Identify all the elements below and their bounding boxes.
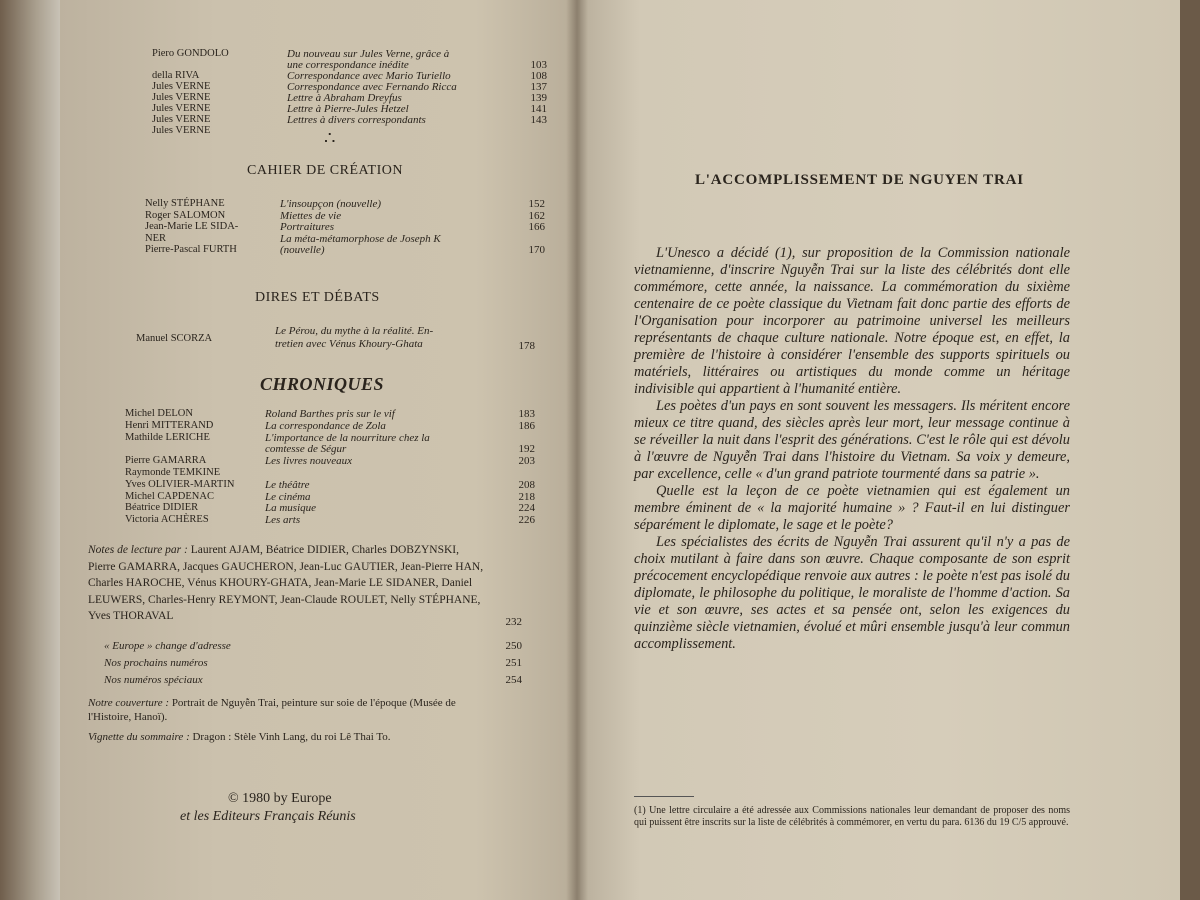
toc-title: Miettes de vie xyxy=(280,209,342,222)
essay-paragraph: Quelle est la leçon de ce poète vietnamien qui est également un membre éminent de « la majorité humaine » ? Faut-il en lui distinguer séparément le diplomate, le sage et le poète? xyxy=(634,483,1070,533)
toc-title: Lettres à divers correspondants xyxy=(287,114,426,126)
toc-title: Roland Barthes pris sur le vif xyxy=(265,408,395,420)
toc-page-number: 170 xyxy=(528,244,545,256)
toc-title: Correspondance avec Fernando Ricca xyxy=(287,81,457,93)
toc-author: Victoria ACHÈRES xyxy=(125,514,209,526)
toc-author: Roger SALOMON xyxy=(145,209,226,221)
toc-title: comtesse de Ségur xyxy=(265,443,347,456)
toc-author: Raymonde TEMKINE xyxy=(125,467,221,478)
toc-title: Portraitures xyxy=(280,221,334,233)
essay-body xyxy=(634,245,1070,653)
toc-author: Jean-Marie LE SIDA- xyxy=(145,221,239,232)
toc-author: della RIVA xyxy=(152,70,200,81)
toc-author: Michel DELON xyxy=(125,408,193,419)
notes-text: Laurent AJAM, Béatrice DIDIER, Charles DOBZYNSKI, Pierre GAMARRA, Jacques GAUCHERON, Jean-Luc GAUTIER, Jean-Pierre HAN, Charles HAROCHE, Vénus KHOURY-GHATA, Jean-Marie LE SIDANER, Daniel LEUWERS, Charles-Henry REYMONT, Jean-Claude ROULET, Nelly STÉPHANE, Yves THORAVAL xyxy=(88,544,484,622)
toc-page-number: 186 xyxy=(518,419,535,432)
toc-page-number: 103 xyxy=(530,59,547,71)
copyright-line1: © 1980 by Europe xyxy=(228,791,332,806)
vignette-note xyxy=(88,730,488,744)
cover-label: Notre couverture : xyxy=(88,697,170,709)
debats-author: Manuel SCORZA xyxy=(136,333,213,344)
misc-page: 250 xyxy=(505,640,522,652)
debats-page: 178 xyxy=(518,340,535,352)
toc-author: Piero GONDOLO xyxy=(152,48,229,59)
toc-title: Correspondance avec Mario Turiello xyxy=(287,70,451,82)
essay-paragraph: Les spécialistes des écrits de Nguyễn Trai assurent qu'il n'y a pas de choix mutilant à faire dans son œuvre. Chaque composante de son esprit précocement encyclopédique renvoie aux autres : le poète n'est pas isolé du diplomate, le philosophe du politique, le moraliste de l'homme d'action. Sa vie et son œuvre, ses actes et sa pensée ont, selon les exigences du quinzième siècle vietnamien, évolué et mûri ensemble jusqu'à leur commun accomplissement. xyxy=(634,534,1070,652)
toc-page-number: 108 xyxy=(530,70,547,82)
misc-page: 251 xyxy=(505,657,522,669)
notes-label: Notes de lecture par : xyxy=(88,544,188,556)
essay-paragraph: L'Unesco a décidé (1), sur proposition de la Commission nationale vietnamienne, d'inscrire Nguyễn Trai sur la liste des célébrités dont elle commémore, cette année, la naissance. La commémoration du sixième centenaire de ce poète classique du Vietnam fait donc partie des efforts de l'Organisation pour incorporer au patrimoine universel les meilleurs représentants de chaque culture nationale. Notre époque est, en effet, la première de l'histoire à considérer l'ensemble des supports spirituels ou matériels, littéraires ou artistiques du monde comme un héritage indivisible qui appartient à l'humanité entière. xyxy=(634,245,1070,397)
essay-title: L'ACCOMPLISSEMENT DE NGUYEN TRAI xyxy=(695,172,1024,188)
toc-title: L'insoupçon (nouvelle) xyxy=(280,198,382,210)
toc-page-number: 162 xyxy=(528,209,545,222)
chroniques-heading: CHRONIQUES xyxy=(260,374,385,394)
toc-title: Lettre à Pierre-Jules Hetzel xyxy=(287,103,409,115)
toc-page-number: 141 xyxy=(530,103,547,115)
toc-title: Les livres nouveaux xyxy=(265,455,352,468)
vignette-text: Dragon : Stèle Vinh Lang, du roi Lê Thai To. xyxy=(192,731,391,743)
toc-author: Pierre-Pascal FURTH xyxy=(145,244,237,255)
toc-title: Lettre à Abraham Dreyfus xyxy=(287,92,402,104)
table-surface-right xyxy=(1180,0,1200,900)
toc-author: Jules VERNE xyxy=(152,125,211,136)
toc-page-number: 183 xyxy=(518,408,535,420)
toc-page-number: 152 xyxy=(528,198,545,210)
toc-page-number: 226 xyxy=(518,514,535,527)
toc-page-number: 137 xyxy=(530,81,547,93)
toc-page-number: 208 xyxy=(518,478,535,491)
vignette-label: Vignette du sommaire : xyxy=(88,731,190,743)
debats-title-line1: Le Pérou, du mythe à la réalité. En- xyxy=(275,325,434,337)
toc-title: Le cinéma xyxy=(265,490,311,503)
toc-title: (nouvelle) xyxy=(280,244,325,256)
toc-author: Michel CAPDENAC xyxy=(125,490,214,502)
toc-page-number: 139 xyxy=(530,92,547,104)
debats-title-line2: tretien avec Vénus Khoury-Ghata xyxy=(275,338,423,350)
toc-page-number: 224 xyxy=(518,502,535,515)
toc-author: Jules VERNE xyxy=(152,92,211,103)
cover-note xyxy=(88,696,488,724)
essay-footnote: (1) Une lettre circulaire a été adressée aux Commissions nationales leur demandant de proposer des noms qui puissent être inscrits sur la liste de célébrités à commémorer, en vertu du para. 6136 du 19 C/5 approuvé. xyxy=(634,805,1070,828)
misc-label: « Europe » change d'adresse xyxy=(104,640,231,652)
toc-author: Henri MITTERAND xyxy=(125,419,214,431)
toc-author: Mathilde LERICHE xyxy=(125,431,210,443)
creation-heading: CAHIER DE CRÉATION xyxy=(247,163,403,178)
toc-author: Béatrice DIDIER xyxy=(125,502,199,514)
toc-author: Jules VERNE xyxy=(152,81,211,92)
toc-title: La méta-métamorphose de Joseph K xyxy=(280,232,441,245)
notes-de-lecture xyxy=(88,542,488,625)
table-surface-edge xyxy=(0,0,60,900)
toc-page-number: 143 xyxy=(530,114,547,126)
toc-page-number: 192 xyxy=(518,443,535,456)
toc-author: Pierre GAMARRA xyxy=(125,455,207,467)
toc-author: Nelly STÉPHANE xyxy=(145,198,225,209)
toc-page-number: 166 xyxy=(528,221,545,233)
toc-author: Jules VERNE xyxy=(152,114,211,125)
toc-author: NER xyxy=(145,232,166,244)
cover-text: Portrait de Nguyễn Trai, peinture sur soie de l'époque (Musée de l'Histoire, Hanoï). xyxy=(88,697,456,723)
toc-title: une correspondance inédite xyxy=(287,59,409,71)
section-separator: ∴ xyxy=(324,128,336,148)
toc-title: Les arts xyxy=(265,514,301,527)
toc-author: Jules VERNE xyxy=(152,103,211,114)
toc-title: Du nouveau sur Jules Verne, grâce à xyxy=(287,48,450,60)
footnote-rule xyxy=(634,796,694,797)
book-gutter xyxy=(566,0,588,900)
debats-heading: DIRES ET DÉBATS xyxy=(255,290,380,305)
toc-title: L'importance de la nourriture chez la xyxy=(265,431,430,444)
notes-page: 232 xyxy=(505,616,522,628)
toc-page-number: 218 xyxy=(518,490,535,503)
copyright-notice xyxy=(180,790,356,826)
toc-page-number: 203 xyxy=(518,455,535,468)
misc-page: 254 xyxy=(505,674,522,686)
copyright-line2: et les Editeurs Français Réunis xyxy=(180,809,356,824)
essay-paragraph: Les poètes d'un pays en sont souvent les messagers. Ils méritent encore mieux ce titre quand, des siècles après leur mort, leur message continue à se réveiller la nuit dans l'esprit des générations. C'est le rôle qui est dévolu à l'œuvre de Nguyễn Trai dans l'histoire du Vietnam. Sa voix y demeure, par excellence, celle « d'un grand patriote tourmenté dans sa patrie ». xyxy=(634,398,1070,482)
toc-title: Le théâtre xyxy=(265,478,310,491)
toc-title: La musique xyxy=(265,502,317,515)
toc-title: La correspondance de Zola xyxy=(265,419,386,432)
misc-label: Nos numéros spéciaux xyxy=(104,674,203,686)
misc-label: Nos prochains numéros xyxy=(104,657,208,669)
toc-author: Yves OLIVIER-MARTIN xyxy=(125,478,235,490)
